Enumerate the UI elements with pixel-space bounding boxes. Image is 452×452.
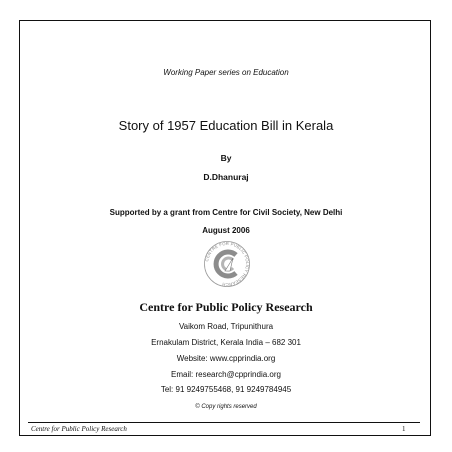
support-statement: Supported by a grant from Centre for Civil Society, New Delhi	[109, 208, 343, 217]
document-title: Story of 1957 Education Bill in Kerala	[118, 118, 334, 133]
series-heading: Working Paper series on Education	[163, 68, 289, 77]
address-line-2: Ernakulam District, Kerala India – 682 301	[151, 338, 301, 347]
ccpr-logo-icon	[203, 240, 251, 288]
publication-date: August 2006	[202, 226, 250, 235]
author-name: D.Dhanuraj	[203, 172, 249, 182]
website-line: Website: www.cpprindia.org	[176, 354, 276, 363]
logo-ring-text: CENTRE FOR PUBLIC POLICY RESEARCH	[204, 240, 251, 288]
footer-org-name: Centre for Public Policy Research	[31, 425, 127, 433]
footer-rule	[28, 422, 420, 423]
address-line-1: Vaikom Road, Tripunithura	[178, 322, 274, 331]
organization-name: Centre for Public Policy Research	[139, 300, 313, 314]
by-label: By	[220, 153, 232, 163]
email-line: Email: research@cpprindia.org	[171, 370, 281, 379]
copyright-notice: © Copy rights reserved	[195, 404, 257, 410]
telephone-line: Tel: 91 9249755468, 91 9249784945	[160, 385, 292, 394]
page-number: 1	[402, 425, 406, 433]
